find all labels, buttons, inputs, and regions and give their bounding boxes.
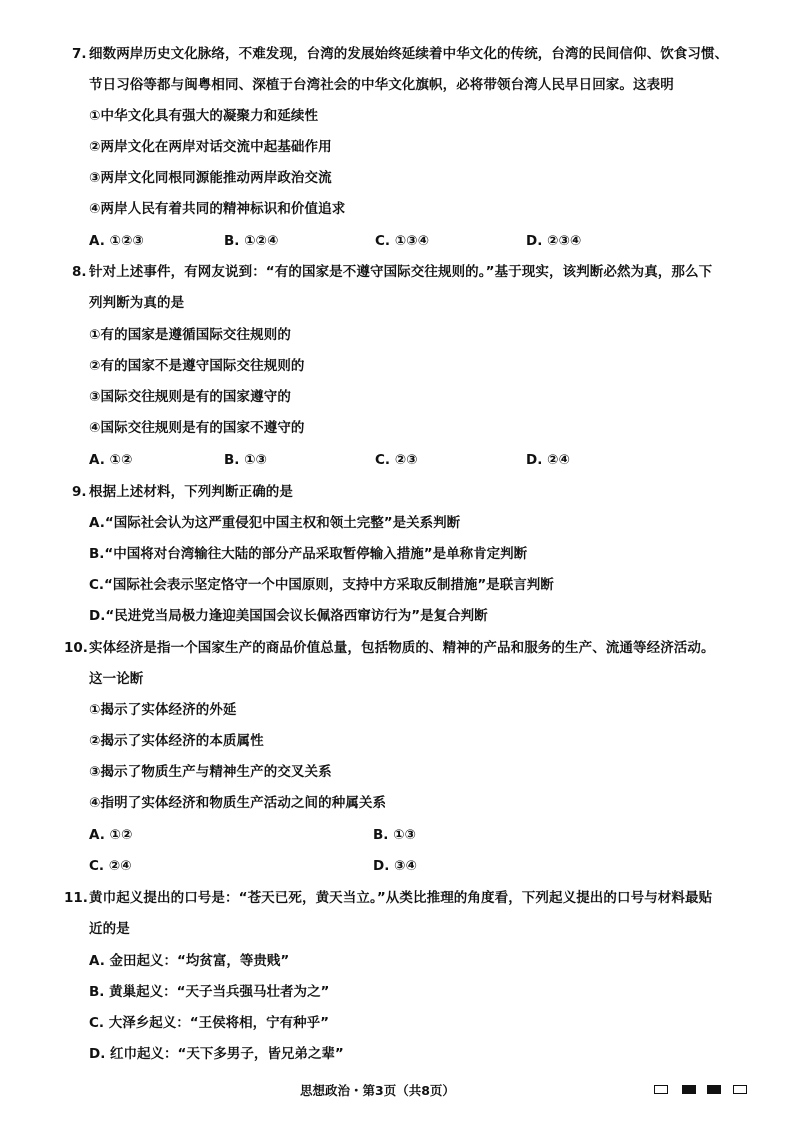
statement-3: ③揭示了物质生产与精神生产的交叉关系 xyxy=(89,764,332,780)
statement-2: ②两岸文化在两岸对话交流中起基础作用 xyxy=(89,139,332,155)
option-c: C.“国际社会表示坚定恪守一个中国原则，支持中方采取反制措施”是联言判断 xyxy=(89,577,554,593)
marker-box-3 xyxy=(707,1085,721,1094)
statement-1: ①揭示了实体经济的外延 xyxy=(89,702,237,718)
option-d: D. 红巾起义：“天下多男子，皆兄弟之辈” xyxy=(89,1046,344,1062)
option-a: A. ①② xyxy=(89,827,133,843)
option-b: B.“中国将对台湾输往大陆的部分产品采取暂停输入措施”是单称肯定判断 xyxy=(89,546,528,562)
question-stem-line: 根据上述材料，下列判断正确的是 xyxy=(89,484,293,500)
page-footer xyxy=(0,1079,794,1103)
option-b: B. ①②④ xyxy=(224,233,279,249)
page-number-label: 思想政治・第3页（共8页） xyxy=(300,1083,455,1098)
option-d: D. ②④ xyxy=(526,452,570,468)
question-stem-line: 黄巾起义提出的口号是：“苍天已死，黄天当立。”从类比推理的角度看，下列起义提出的口号与材料最贴 xyxy=(89,890,713,906)
question-number: 8. xyxy=(72,264,87,280)
question-number: 11. xyxy=(64,890,88,906)
option-c: C. ①③④ xyxy=(375,233,430,249)
question-stem-line: 针对上述事件，有网友说到：“有的国家是不遵守国际交往规则的。”基于现实，该判断必然为真，那么下 xyxy=(89,264,713,280)
marker-box-4 xyxy=(733,1085,747,1094)
statement-3: ③国际交往规则是有的国家遵守的 xyxy=(89,389,291,405)
question-stem-line: 节日习俗等都与闽粤相同、深植于台湾社会的中华文化旗帜，必将带领台湾人民早日回家。这表明 xyxy=(89,77,674,93)
option-a: A. 金田起义：“均贫富，等贵贱” xyxy=(89,953,290,969)
option-b: B. ①③ xyxy=(373,827,416,843)
question-number: 9. xyxy=(72,484,87,500)
statement-1: ①中华文化具有强大的凝聚力和延续性 xyxy=(89,108,319,124)
marker-box-2 xyxy=(682,1085,696,1094)
option-d: D.“民进党当局极力逢迎美国国会议长佩洛西窜访行为”是复合判断 xyxy=(89,608,488,624)
option-d: D. ③④ xyxy=(373,858,417,874)
question-stem-line: 细数两岸历史文化脉络，不难发现，台湾的发展始终延续着中华文化的传统，台湾的民间信仰、饮食习惯、 xyxy=(89,46,729,62)
option-a: A. ①② xyxy=(89,452,133,468)
option-a: A. ①②③ xyxy=(89,233,144,249)
question-number: 7. xyxy=(72,46,87,62)
option-d: D. ②③④ xyxy=(526,233,582,249)
statement-4: ④国际交往规则是有的国家不遵守的 xyxy=(89,420,305,436)
statement-4: ④两岸人民有着共同的精神标识和价值追求 xyxy=(89,201,346,217)
question-number: 10. xyxy=(64,640,88,656)
option-c: C. 大泽乡起义：“王侯将相，宁有种乎” xyxy=(89,1015,329,1031)
option-c: C. ②③ xyxy=(375,452,418,468)
question-stem-line: 这一论断 xyxy=(89,671,144,687)
statement-2: ②揭示了实体经济的本质属性 xyxy=(89,733,264,749)
question-stem-line: 实体经济是指一个国家生产的商品价值总量，包括物质的、精神的产品和服务的生产、流通等经济活动。 xyxy=(89,640,715,656)
statement-3: ③两岸文化同根同源能推动两岸政治交流 xyxy=(89,170,332,186)
statement-2: ②有的国家不是遵守国际交往规则的 xyxy=(89,358,305,374)
marker-box-1 xyxy=(654,1085,668,1094)
option-b: B. ①③ xyxy=(224,452,267,468)
statement-1: ①有的国家是遵循国际交往规则的 xyxy=(89,327,291,343)
question-stem-line: 列判断为真的是 xyxy=(89,295,185,311)
statement-4: ④指明了实体经济和物质生产活动之间的种属关系 xyxy=(89,795,387,811)
option-b: B. 黄巢起义：“天子当兵强马壮者为之” xyxy=(89,984,330,1000)
option-c: C. ②④ xyxy=(89,858,132,874)
question-stem-line: 近的是 xyxy=(89,921,130,937)
option-a: A.“国际社会认为这严重侵犯中国主权和领土完整”是关系判断 xyxy=(89,515,461,531)
